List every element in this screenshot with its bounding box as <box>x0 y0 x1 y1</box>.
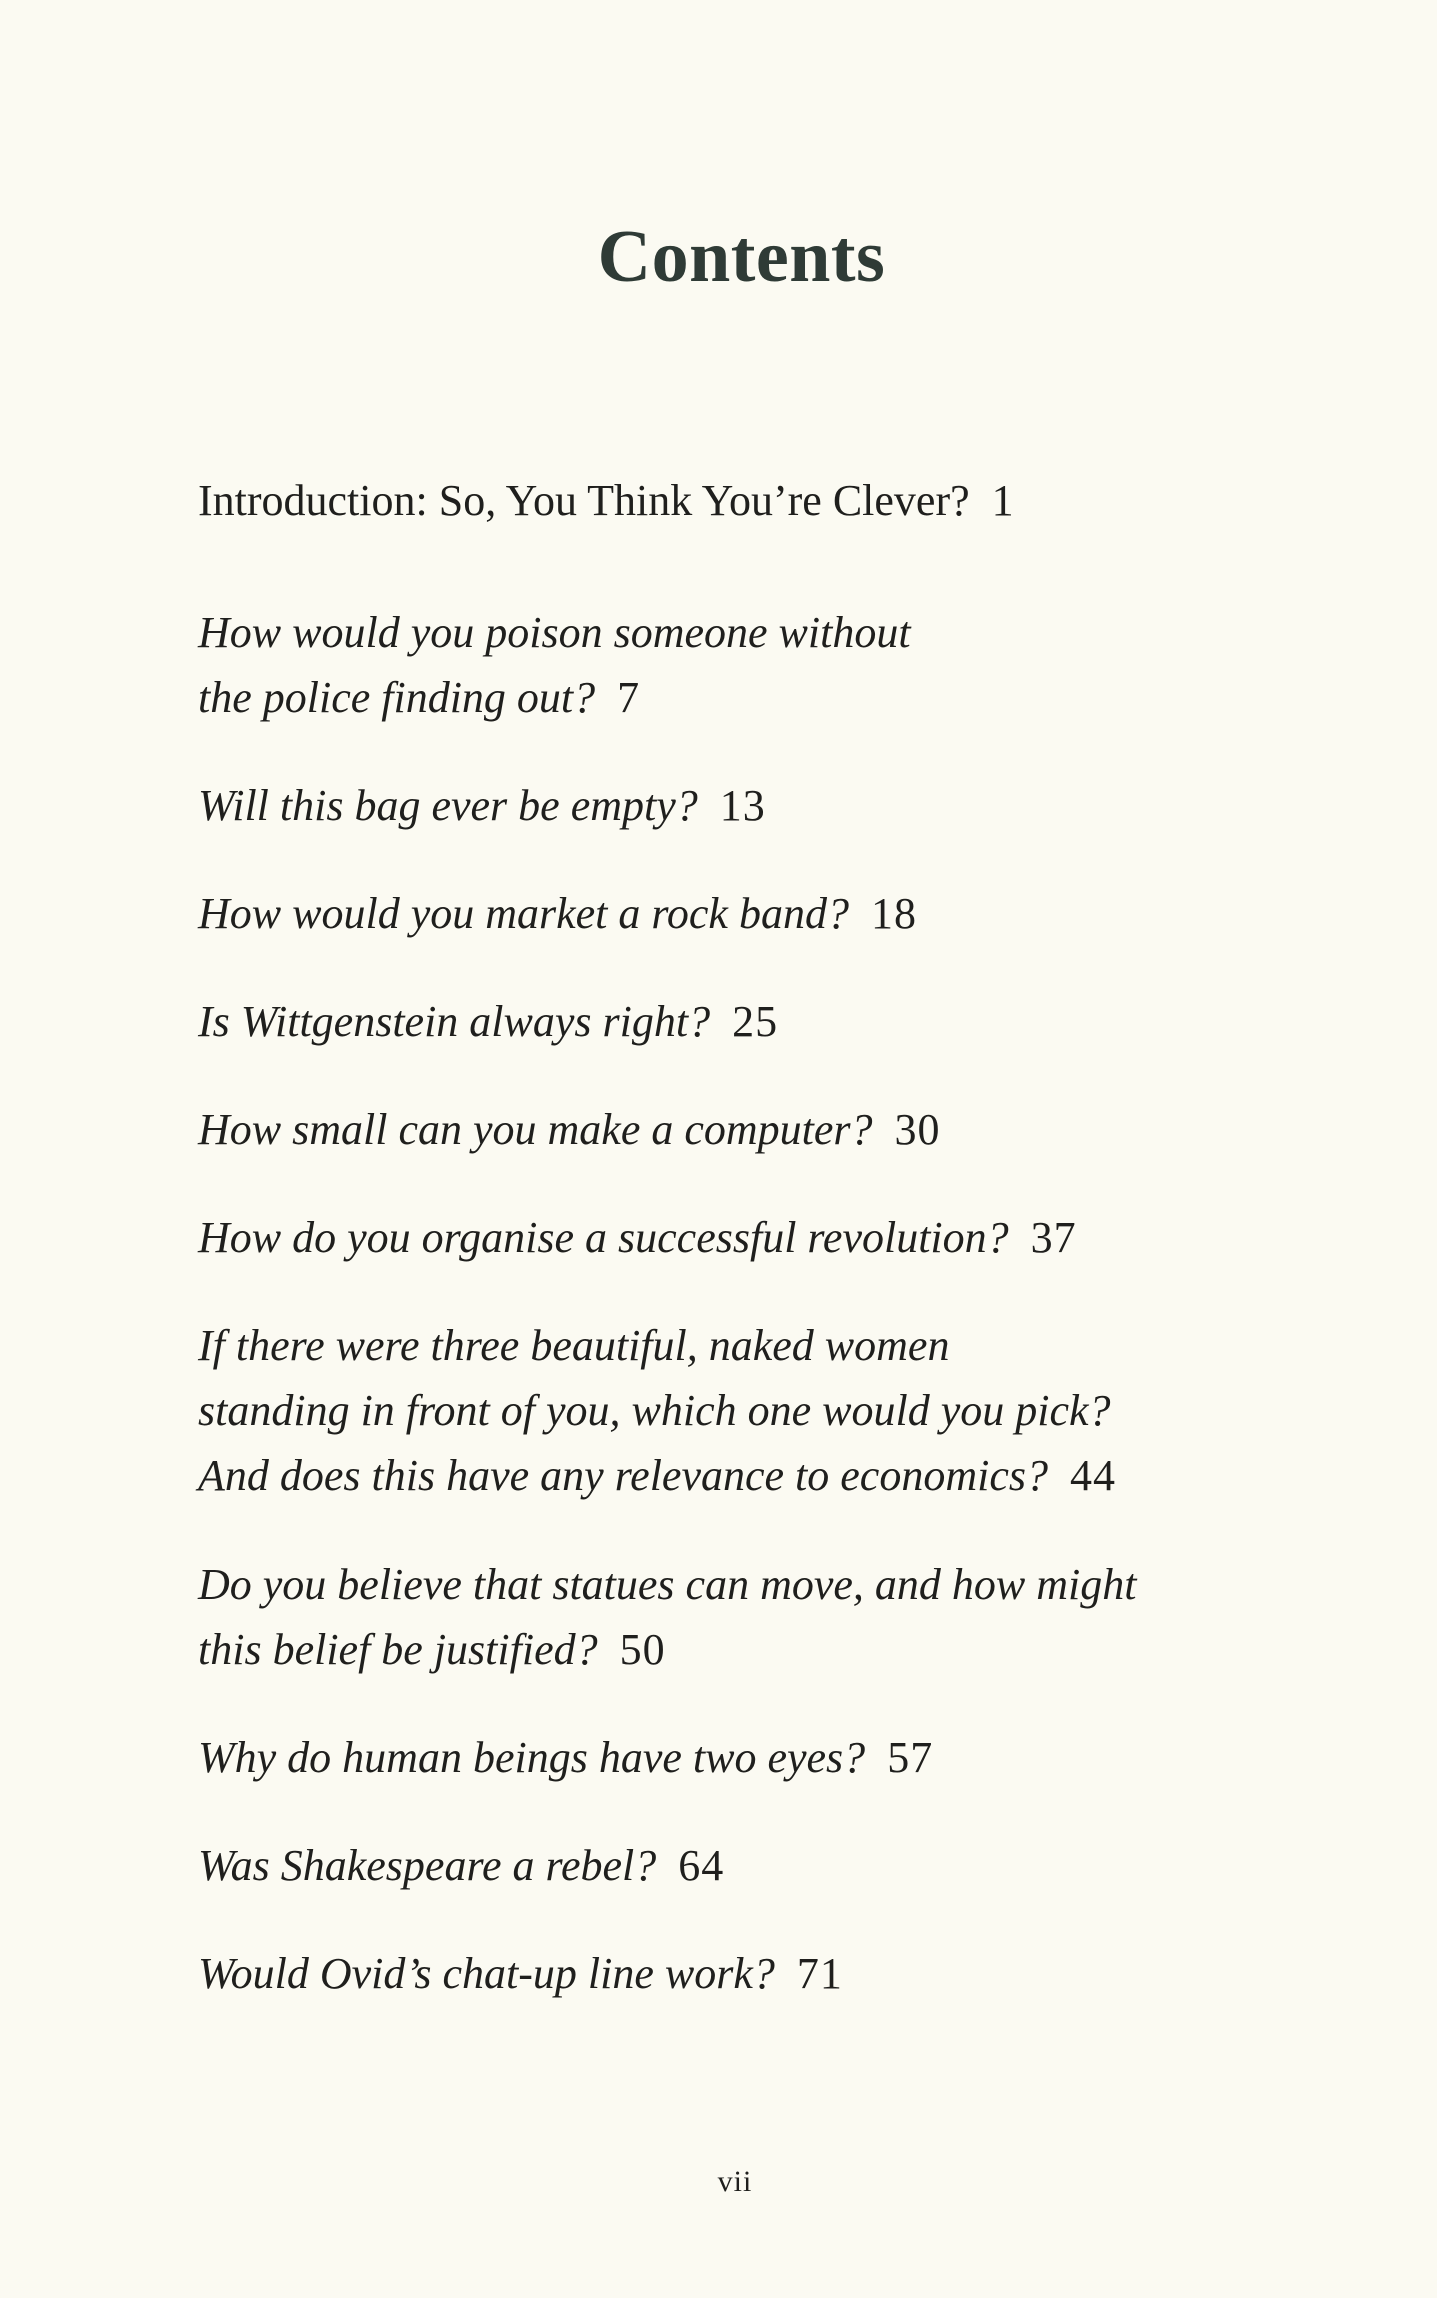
toc-entry-line: Was Shakespeare a rebel? <box>198 1841 657 1890</box>
toc-page-number: 71 <box>796 1949 843 1998</box>
toc-entry-line: Is Wittgenstein always right? <box>198 997 711 1046</box>
toc-entry <box>198 1378 1111 1443</box>
toc-entry <box>198 1833 724 1898</box>
toc-page-number: 13 <box>719 781 766 830</box>
toc-entry-line: standing in front of you, which one would you pick? <box>198 1386 1111 1435</box>
toc-entry-line: If there were three beautiful, naked women <box>198 1321 950 1370</box>
toc-page-number: 37 <box>1030 1213 1077 1262</box>
toc-page-number: 18 <box>870 889 917 938</box>
toc-entry-line: How would you market a rock band? <box>198 889 849 938</box>
toc-entry-label: Introduction: So, You Think You’re Clever? <box>198 476 970 525</box>
toc-page-number: 30 <box>894 1105 941 1154</box>
toc-entry <box>198 600 911 665</box>
toc-entry-line: the police finding out? <box>198 673 596 722</box>
toc-entry-introduction <box>198 468 1015 533</box>
toc-entry-line: How do you organise a successful revolution? <box>198 1213 1009 1262</box>
toc-page-number: 7 <box>617 673 641 722</box>
toc-entry-line: Do you believe that statues can move, and how might <box>198 1560 1137 1609</box>
toc-page-number: 50 <box>619 1625 666 1674</box>
toc-entry-line: Why do human beings have two eyes? <box>198 1733 866 1782</box>
toc-entry <box>198 1097 941 1162</box>
toc-entry <box>198 989 778 1054</box>
toc-page-number: 44 <box>1070 1451 1116 1500</box>
toc-page-number: 25 <box>732 997 779 1046</box>
toc-page-number: 57 <box>887 1733 934 1782</box>
toc-entry <box>198 1617 666 1682</box>
toc-entry-line: this belief be justified? <box>198 1625 598 1674</box>
toc-entry-line: How would you poison someone without <box>198 608 911 657</box>
toc-page-number: 1 <box>991 476 1015 525</box>
toc-page-number: 64 <box>678 1841 725 1890</box>
toc-entry <box>198 1443 1116 1508</box>
toc-entry-line: How small can you make a computer? <box>198 1105 873 1154</box>
toc-entry-line: And does this have any relevance to economics? <box>198 1451 1048 1500</box>
toc-entry <box>198 1313 949 1378</box>
toc-entry <box>198 1552 1136 1617</box>
toc-entry-line: Will this bag ever be empty? <box>198 781 698 830</box>
toc-entry <box>198 665 640 730</box>
page-title: Contents <box>597 216 886 298</box>
page-folio: vii <box>717 2165 753 2198</box>
toc-entry-line: Would Ovid’s chat-up line work? <box>198 1949 775 1998</box>
toc-entry <box>198 1941 843 2006</box>
toc-entry <box>198 1205 1077 1270</box>
toc-entry <box>198 773 766 838</box>
toc-entry <box>198 1725 933 1790</box>
toc-entry <box>198 881 917 946</box>
